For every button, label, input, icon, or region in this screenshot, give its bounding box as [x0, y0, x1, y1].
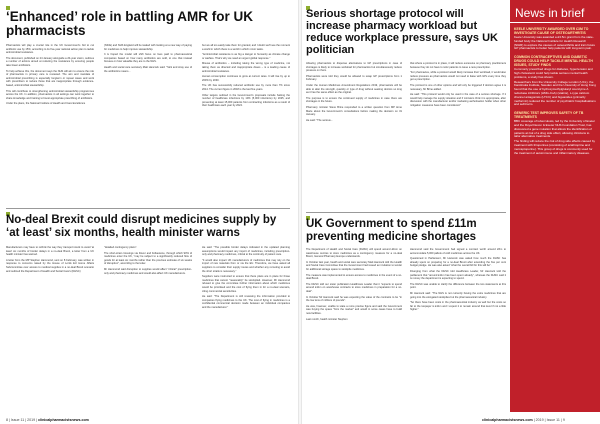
- news-brief-title: GENERIC TEST IMPROVES SAFETY OF TB TREATMENTS: [514, 111, 584, 120]
- news-brief-title: KEELE UNIVERSITY AWARDED OVER £3M TO INVESTIGATE CAUSE OF OSTEOARTHRITIS: [514, 27, 589, 35]
- article3-col1: Allowing pharmacists to dispense alternatives to GP prescriptions in case of shortages is likely to increase workload for pharmacists but simultaneously reduce pressure on them. Pharmacists were told they would be allowed to swap GP prescriptions from 1 February. Under the Human Medicines Amendment Regulations 2019, pharmacists will be able to alter the strength, quantity or type of drug without seeking doctors so long as it has the same effect as the original. The purpose is to ensure the continued supply of medicines in case there are shortages in the future. Pharmacy minister Steve Brine responded to a written question from MP Anne Marie about the Government's consultations before making the decision on 31 January. He said: "The serious...: [306, 62, 402, 122]
- news-brief-item[interactable]: [510, 23, 600, 51]
- news-brief-item[interactable]: [510, 51, 600, 107]
- article4-headline: UK Government to spend £11m preventing medicine shortages: [306, 218, 477, 243]
- news-brief-body: Researchers from the University College London (UCL), the Karolinska Institute, Sweden and the University of Hong Kong found that the use of hydroxymethylglutaryl coenzyme A reductase inhibitors (HMG-CoA) (statins), L-type calcium channel antagonists (LTCC) and biguanides (primarily metformin) reduced the number of psychiatric hospitalisations and self-harm.: [514, 79, 596, 107]
- article2-col1: Manufacturers may have to rethink the way they transport stock to avoid 'at least' six months of border delays in a no-deal Brexit, a letter from a UK health minister has warned. A letter from the MP Stephen Hammond, sent on 8 February, was written in response to concerns raised by the House of Lords EU Home Affairs Subcommittee over access to medical supplies in a no-deal Brexit scenario and outlined the Department of Health and Social Care's (DHSC): [6, 246, 94, 273]
- article3-col2: that where a protocol is in place, it will reduce excessive on pharmacy practitioners because they do not have to refer patients to issue a new prescription. "For pharmacies, while a protocol would likely increase their workload, it would also reduce pressure as pharmacists would not need to liaise with GPs every time they get a prescription. The protocol is one of other options and will only be triggered if doctors agree it is necessary, Mr Brine added. He said: "This protocol would only be used in the case of a serious shortage. If it would help manage the supply situation and if ministers think it is appropriate, after discussion with the manufacturer and/or marketing authorisation holder when other mitigation measures have been considered.": [410, 62, 506, 107]
- left-footer: 8 | Issue 11 | 2019 | clinicalpharmacistsnews.com: [6, 418, 89, 422]
- article3-headline: Serious shortage protocol will increase pharmacy workload but reduce workplace pressure, says UK politician: [306, 8, 498, 56]
- article1-col2: (NICE) and NHS England will be tasked with looking at a new way of paying for medicines to help improve stewardship. It is hoped the model will shift focus on fees paid to pharmaceutical companies based on how many antibiotics are sold, to one that instead focuses on how valuable they are to the NHS. Health and social care secretary Matt Hancock said: "Sick and stray use of the antibiotics means...: [104, 44, 192, 73]
- page-gutter: [298, 0, 302, 424]
- article2-headline: No-deal Brexit could disrupt medicines supply by ‘at least’ six months, health minister warns: [6, 214, 277, 239]
- news-brief-body: BBC coverage of tuberculosis, led by the University of Exeter and the Royal Devon & Exeter NHS Foundation Trust, has discovered a gene mutation that allows the identification of patients at risk of a drug side effect, allowing clinicians to tailor alternative treatments.: [514, 119, 596, 139]
- article1-col1: Pharmacists will play a crucial role in the UK Government's bid to cut antibiotic use by 15%, according to its five-year national action plan to tackle antimicrobial resistance. The document, published on 24 January alongside a 20-year vision, outlines a number of actions aimed at reducing the resistance by ensuring people take fewer antibiotics. To help achieve this, the document says the NHS will aim to ensure the role of pharmacists in primary care is reviewed. The aim and mandate of antimicrobial prescribing is especially longterm or repeat cases and work with prescribers to reduce those that are inappropriate through evidence-based, antimicrobial stewardship. This will contribute to strengthening antimicrobial stewardship programmes across the UK. In addition, pharmacists in all settings can work together to share knowledge and training to boost appropriate prescribing of antibiotics. Under the plans, the National Institute of Health and Care Excellence: [6, 44, 94, 106]
- article2-col2: "detailed contingency plans". The short-strait crossings via Dover and Folkestone, through which 90% of medicines enter the UK, "may be subject to a significantly reduced flow of goods for at least six months rather than the previous estimate of six weeks of disruption", according to the letter. Mr Hammond said disruption to supplies would affect "critical" prescription-only and pharmacy medicines and would also affect UK manufacturers.: [104, 246, 192, 275]
- news-brief-item[interactable]: [510, 107, 600, 155]
- footer-brand-link[interactable]: clinicalpharmacistsnews.com: [482, 418, 533, 422]
- news-in-brief-sidebar: [510, 0, 600, 412]
- article2-col3: He said: "The possible border delays indicated in the updated planning assumptions would impact any import of medicines, including prescription-only and pharmacy medicines, critical to the continuity of patient care. "It would also impact UK manufacturers of medicines that may rely on the import of raw materials from or via the EU. Therefore, we have asked all suppliers to consider their supply routes and whether any rerouting to avoid the short straits is necessary." Suppliers were instructed to ensure that there plans are in place for those medicines that cannot "reasonably" be stockpiled. However, Mr Hammond refused to give the committee further information about which medicines would be prioritised and the cost of flying them in for a no-deal scenario, citing commercial sensitivities. He said: "The Department is still reviewing the information provided to companies flying medicines to the UK. The cost of flying in medicines is a confidential commercial decision made between an individual companies and the manufacturer.": [202, 246, 290, 309]
- right-footer: clinicalpharmacistsnews.com | 2019 | Issue 11 | 9: [482, 418, 565, 422]
- news-brief-title: COMMON CONTRACEPTIVES AND DIABETIC DRUGS COULD HELP TACKLE MENTAL HEALTH ISSUES, STUDY FINDS: [514, 55, 593, 68]
- article-divider: [306, 212, 506, 213]
- article1-headline: ‘Enhanced’ role in battling AMR for UK pharmacists: [6, 9, 254, 38]
- sidebar-title: News in brief: [510, 0, 600, 23]
- article4-col2: Hammond said the Government had signed a contract worth around £5m to accommodate 5,000 pallets of cold medicines across the UK. Questioned in Parliament, Mr Hancock was asked how much the DHSC has already spent on preparing for a no-deal Brexit after extending the five per cent budget pledge. He was also asked "what the overall bill for this will be". Diverging from what the DHSC told Healthcare Leader, Mr Hancock told the parliament that "around £11m has been spent already", whereas the DHSC said it is money the department is expecting to spend. The DHSC was unable to clarify the difference between the two statements at this point. Mr Hancock said: "The NHS is not currently having the extra medicines that are going into the elongated stockpiles but the pharmaceutical industry. "So there have been costs in the pharmaceutical industry as well but the costs so far to the taxpayer is £11m and I expect it to remain around that level if not a little higher.": [410, 248, 506, 312]
- article-divider: [6, 208, 290, 209]
- news-brief-body: Commonly prescribed drugs for diabetes, hypertension and high cholesterol could help tackle serious mental health problems, a study has shown.: [514, 67, 593, 79]
- footer-brand-link[interactable]: clinicalpharmacistsnews.com: [38, 418, 89, 422]
- article1-col3: but we all too easily take them for granted, and I doubt we'll see the moment a world in which there is a world in which minor tasks. "Antimicrobial resistance is as big a danger to humanity as climate change or warfare. That's why we need an urgent global response." Misuse of antibiotics – including taking the wrong type of medicine, not taking them as directed and inappropriate doses – is a leading cause of antimicrobial resistance. Human consumption continues to grow at current rates. It will rise by up to 200% by 2030. The UK has successfully reduced antibiotic use by more than 7% since 2014. The current figure in 2018 is the last five years. Other targets outlined in the Government's proposals include halving the number of healthcare infections by 10% (5,000 infections) by 2025, and preventing at least 15,000 patients from contracting infections as a result of their healthcare each year by 2024.: [202, 44, 290, 108]
- news-brief-body: Keele University was awarded a £3.5m grant from the state-funded body the National Institute for Health Research (NIHR) to explore the causes of osteoarthritis and train future GP pharmacists to better help patients with long-term pain.: [514, 35, 596, 51]
- left-page: [0, 0, 298, 424]
- article4-col1: The Department of Health and Social Care (DHSC) will spend around £11m on warehouse centres to store medicines as a contingency measure for a no-deal Brexit, General Pharmacy Europe understands. In October last year, health and social care secretary Matt Hancock told the Health and Social Care Committee that the Government had issued an invitation to tender for additional storage space to stockpile medicines. The measure was implemented to ensure access to medicines in the event of a no-deal Brexit. The DHSC told our sister publication Healthcare Leader that it "expects to spend around £11m on warehouse contracts to store medicines in preparation for a no-deal". In October Mr Hancock said he was expecting the value of the contracts to be "in the low tens of millions of pounds". He was, however, unable to state a more precise figure and said the Government was buying the space "from the market" and would in some cases have to build new facilities. Last month, health minister Stephen: [306, 248, 402, 321]
- news-brief-body: The finding will reduce the risk of drug side effects caused by treatment with thiopurines (consisting of azathioprine and mercaptopurine). This group of drugs is commonly used for the treatment of autoimmune and inflammatory diseases.: [514, 139, 595, 155]
